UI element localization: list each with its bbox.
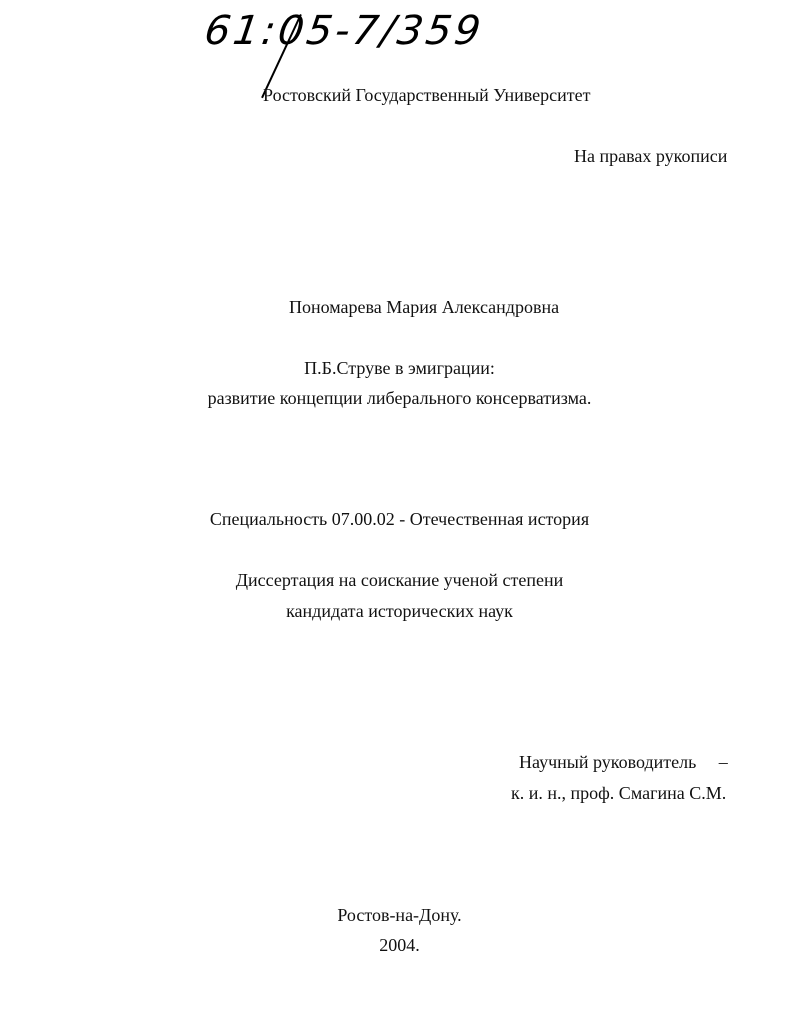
year: 2004. bbox=[379, 935, 420, 955]
supervisor-name: к. и. н., проф. Смагина С.М. bbox=[511, 783, 727, 803]
dissertation-title-line-2: развитие концепции либерального консерватизма. bbox=[207, 388, 592, 408]
specialty: Специальность 07.00.02 - Отечественная история bbox=[209, 509, 590, 529]
degree-line-1: Диссертация на соискание ученой степени bbox=[235, 570, 564, 590]
author-name: Пономарева Мария Александровна bbox=[289, 297, 560, 317]
degree-line-2: кандидата исторических наук bbox=[286, 601, 513, 621]
dissertation-title-line-1: П.Б.Струве в эмиграции: bbox=[304, 358, 495, 378]
city: Ростов-на-Дону. bbox=[337, 905, 462, 925]
rights-note: На правах рукописи bbox=[574, 146, 728, 166]
university-name: Ростовский Государственный Университет bbox=[263, 85, 591, 105]
supervisor-label: Научный руководитель – bbox=[519, 752, 728, 772]
handwritten-archive-code: 61:05-7/359 bbox=[201, 8, 487, 54]
